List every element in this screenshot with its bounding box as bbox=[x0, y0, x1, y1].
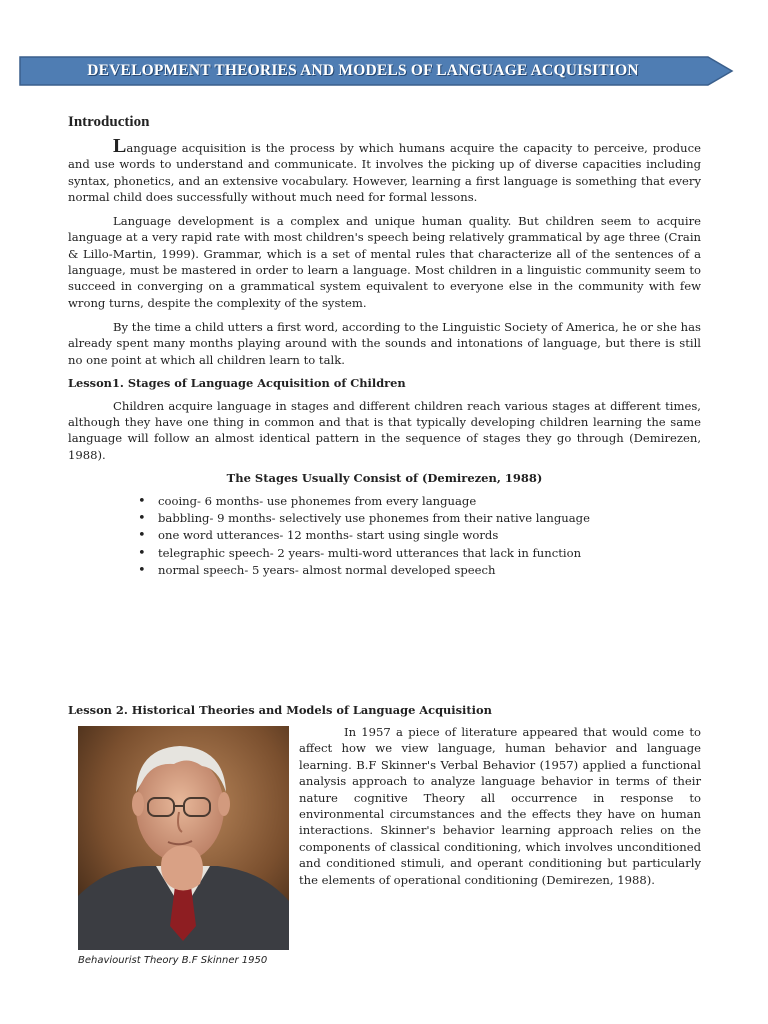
stages-list bbox=[68, 493, 701, 579]
list-item: • normal speech- 5 years- almost normal developed speech bbox=[138, 562, 701, 579]
stages-title: The Stages Usually Consist of (Demirezen, 1988) bbox=[226, 471, 543, 486]
intro-paragraph-1-text: anguage acquisition is the process by which humans acquire the capacity to perceive, produce and use words to understand and communicate. It involves the picking up of diverse capacities including syntax, phonetics, and an extensive vocabulary. However, learning a first language is something that every normal child does successfully without much need for formal lessons. bbox=[68, 141, 701, 204]
portrait-illustration bbox=[78, 726, 289, 950]
list-item: • cooing- 6 months- use phonemes from every language bbox=[138, 493, 701, 510]
photo-caption: Behaviourist Theory B.F Skinner 1950 bbox=[78, 955, 268, 966]
lesson2-paragraph: In 1957 a piece of literature appeared that would come to affect how we view language, human behavior and language learning. B.F Skinner's Verbal Behavior (1957) applied a functional analysis approach to analyze language behavior in terms of their nature cognitive Theory all occurrence in response to environmental circumstances and the effects they have on human interactions. Skinner's behavior learning approach relies on the components of classical conditioning, which involves unconditioned and conditioned stimuli, and operant conditioning but particularly the elements of operational conditioning (Demirezen, 1988). bbox=[299, 725, 701, 887]
page-title: DEVELOPMENT THEORIES AND MODELS OF LANGUAGE ACQUISITION bbox=[87, 62, 639, 79]
lesson1-paragraph: Children acquire language in stages and different children reach various stages at different times, although they have one thing in common and that is that typically developing children learning the same language will follow an almost identical pattern in the sequence of stages they go through (Demirezen, 1988). bbox=[68, 398, 701, 462]
skinner-photo bbox=[78, 726, 289, 950]
list-item: • telegraphic speech- 2 years- multi-word utterances that lack in function bbox=[138, 545, 701, 562]
list-item: • one word utterances- 12 months- start using single words bbox=[138, 527, 701, 544]
intro-paragraph-3: By the time a child utters a first word, according to the Linguistic Society of America, he or she has already spent many months playing around with the sounds and intonations of language, but there is still no one point at which all children learn to talk. bbox=[68, 319, 701, 367]
main-content bbox=[68, 114, 701, 579]
lesson2-heading: Lesson 2. Historical Theories and Models of Language Acquisition bbox=[68, 703, 492, 717]
introduction-heading: Introduction bbox=[68, 114, 150, 130]
intro-paragraph-1 bbox=[68, 135, 701, 205]
intro-paragraph-2: Language development is a complex and unique human quality. But children seem to acquire language at a very rapid rate with most children's speech being relatively grammatical by age three (Crain & Lillo-Martin, 1999). Grammar, which is a set of mental rules that characterize all of the sentences of a language, must be mastered in order to learn a language. Most children in a linguistic community seem to succeed in converging on a grammatical system equivalent to everyone else in the community with few wrong turns, despite the complexity of the system. bbox=[68, 214, 701, 310]
drop-cap: L bbox=[113, 135, 127, 157]
title-banner bbox=[18, 55, 734, 87]
list-item: • babbling- 9 months- selectively use phonemes from their native language bbox=[138, 510, 701, 527]
lesson1-heading: Lesson1. Stages of Language Acquisition of Children bbox=[68, 375, 406, 390]
